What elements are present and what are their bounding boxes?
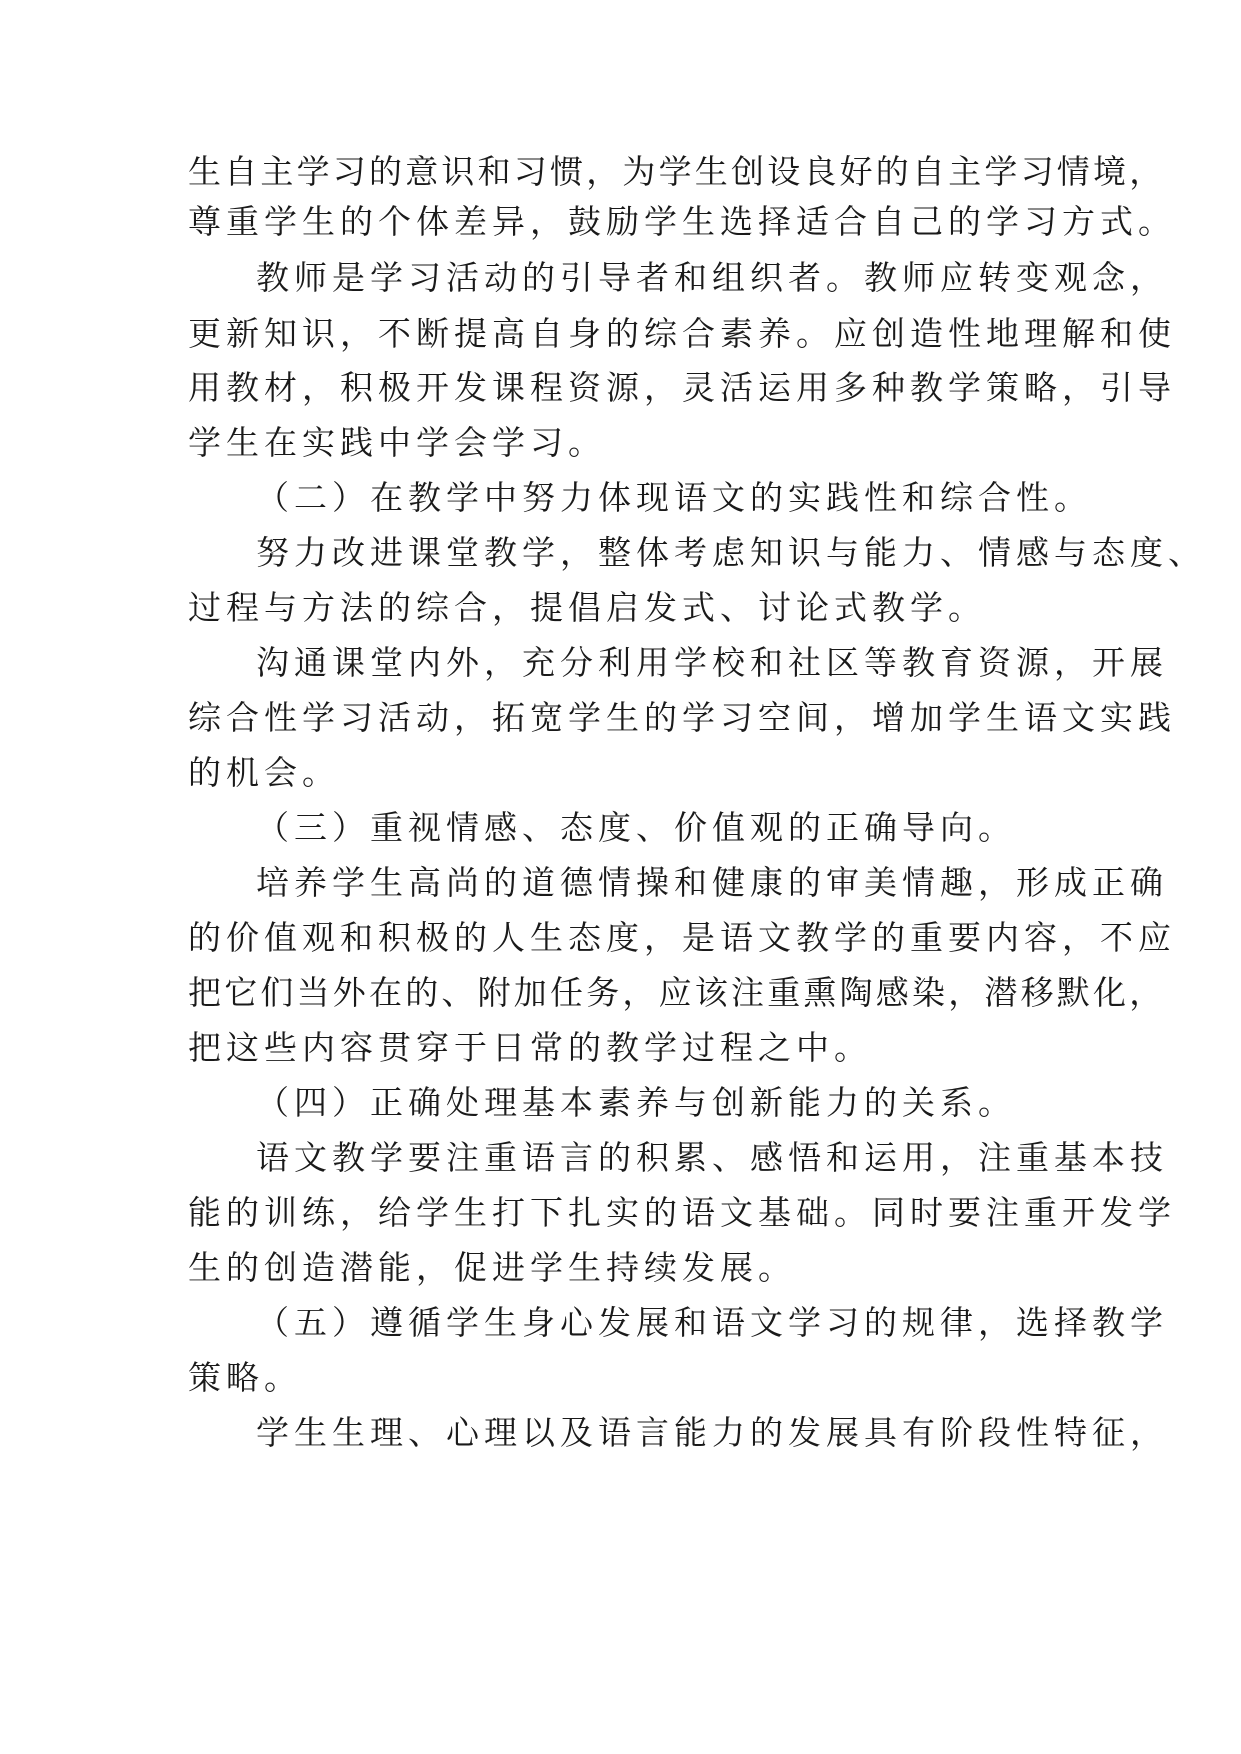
- text-line: 学生在实践中学会学习。: [188, 423, 606, 462]
- text-line: 用教材，积极开发课程资源，灵活运用多种教学策略，引导: [188, 368, 1176, 407]
- text-line: 过程与方法的综合，提倡启发式、讨论式教学。: [188, 588, 986, 627]
- paragraph-first-line: 沟通课堂内外，充分利用学校和社区等教育资源，开展: [256, 643, 1168, 682]
- text-line: 综合性学习活动，拓宽学生的学习空间，增加学生语文实践: [188, 698, 1176, 737]
- text-line: 生的创造潜能，促进学生持续发展。: [188, 1248, 796, 1287]
- text-line: 策略。: [188, 1358, 302, 1397]
- text-line: 能的训练，给学生打下扎实的语文基础。同时要注重开发学: [188, 1193, 1176, 1232]
- text-line: 把它们当外在的、附加任务，应该注重熏陶感染，潜移默化，: [188, 973, 1166, 1012]
- paragraph-first-line: 语文教学要注重语言的积累、感悟和运用，注重基本技: [256, 1138, 1168, 1177]
- section-heading: （五）遵循学生身心发展和语文学习的规律，选择教学: [256, 1303, 1168, 1342]
- paragraph-first-line: 努力改进课堂教学，整体考虑知识与能力、情感与态度、: [256, 533, 1206, 572]
- paragraph-first-line: 培养学生高尚的道德情操和健康的审美情趣，形成正确: [256, 863, 1168, 902]
- paragraph-first-line: 教师是学习活动的引导者和组织者。教师应转变观念，: [256, 258, 1168, 297]
- text-line: 的机会。: [188, 753, 340, 792]
- text-line: 生自主学习的意识和习惯，为学生创设良好的自主学习情境，: [188, 152, 1166, 191]
- section-heading: （二）在教学中努力体现语文的实践性和综合性。: [256, 478, 1092, 517]
- section-heading: （三）重视情感、态度、价值观的正确导向。: [256, 808, 1016, 847]
- text-line: 更新知识，不断提高自身的综合素养。应创造性地理解和使: [188, 314, 1176, 353]
- paragraph-first-line: 学生生理、心理以及语言能力的发展具有阶段性特征，: [256, 1413, 1168, 1452]
- section-heading: （四）正确处理基本素养与创新能力的关系。: [256, 1083, 1016, 1122]
- text-line: 的价值观和积极的人生态度，是语文教学的重要内容，不应: [188, 918, 1176, 957]
- text-line: 把这些内容贯穿于日常的教学过程之中。: [188, 1028, 872, 1067]
- text-line: 尊重学生的个体差异，鼓励学生选择适合自己的学习方式。: [188, 202, 1176, 241]
